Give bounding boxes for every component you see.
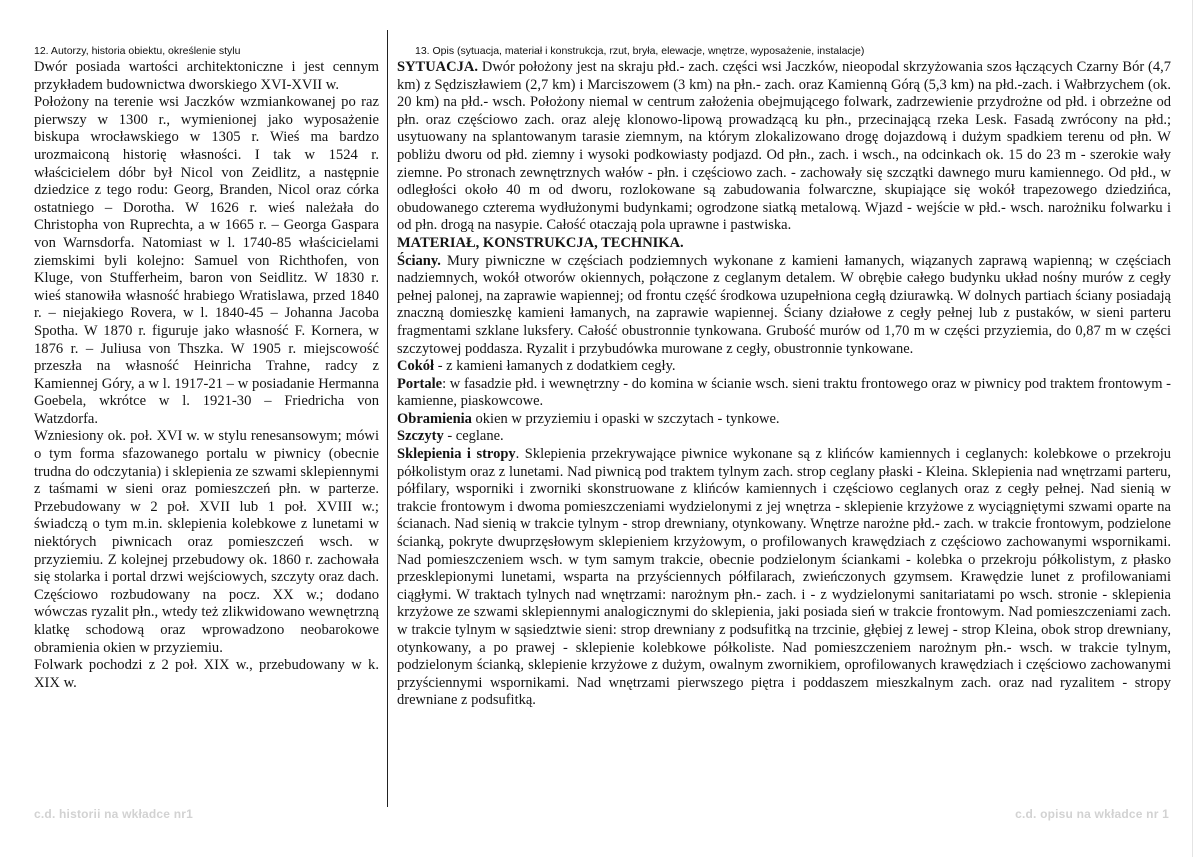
scan-edge-line	[1192, 0, 1193, 857]
window-frames-text: okien w przyziemiu i opaski w szczytach - tynkowe.	[471, 410, 780, 427]
material-lead: MATERIAŁ, KONSTRUKCJA, TECHNIKA.	[397, 234, 684, 251]
gables-text: - ceglane.	[443, 428, 504, 445]
window-frames-lead: Obramienia	[397, 410, 472, 427]
history-paragraph-3: Wzniesiony ok. poł. XVI w. w stylu renesansowym; mówi o tym forma sfazowanego portalu w piwnicy (obecnie trudna do odczytania) i sklepienia ze szwami sklepiennymi z taśmami w sieni oraz pomieszczeń płn. w parterze. Przebudowany w 2 poł. XVII lub 1 poł. XVIII w.; świadczą o tym m.in. sklepienia kolebkowe z lunetami w niektórych piwnicach oraz pomieszczeń wsch. w przyziemiu. Z kolejnej przebudowy ok. 1860 r. zachowała się stolarka i portal drzwi wejściowych, szczyty oraz dach. Częściowo rozbudowany na pocz. XX w.; dodano wówczas ryzalit płn., wtedy też zlikwidowano wewnętrzną klatkę schodową oraz wprowadzono neobarokowe obramienia okien w przyziemiu.	[34, 428, 379, 656]
history-continuation-note: c.d. historii na wkładce nr1	[34, 807, 193, 821]
section-12-heading: 12. Autorzy, historia obiektu, określenie stylu	[34, 45, 241, 57]
situation-lead: SYTUACJA.	[397, 59, 478, 75]
history-paragraph-2: Położony na terenie wsi Jaczków wzmiankowanej po raz pierwszy w 1300 r., wymienionej jako wyposażenie biskupa wrocławskiego w 1305 r. Wieś ma bardzo urozmaiconą historię własności. I tak w 1524 r. właścicielem dóbr był Nicol von Zeidlitz, a następnie dziedzice z tego rodu: Georg, Branden, Nicol oraz córka ostatniego – Dorotha. W 1626 r. wieś należała do Christopha von Ruprechta, a w 1665 r. – Georga Gaspara von Warnsdorfa. Natomiast w l. 1740-85 właścicielami ziemskimi byli kolejno: Samuel von Richthofen, von Kluge, von Stufferheim, baron von Seidlitz. W 1830 r. wieś stanowiła własność hrabiego Wratislawa, przed 1840 r. – niejakiego Rovera, w l. 1840-45 – Johanna Jacoba Spotha. W 1870 r. figuruje jako własność F. Kornera, w 1876 r. – Juliusa von Thszka. W 1905 r. miejscowość przeszła na własność Heinricha Trahne, radcy z Kamiennej Góry, a w l. 1917-21 – w posiadanie Hermanna Goebela, wkrótce w l. 1921-30 – Friedricha von Watzdorfa.	[34, 94, 379, 427]
vaults-lead: Sklepienia i stropy	[397, 446, 516, 463]
walls-paragraph	[397, 253, 1171, 359]
history-column	[34, 44, 379, 692]
plinth-text: - z kamieni łamanych z dodatkiem cegły.	[434, 358, 676, 375]
vaults-text: . Sklepienia przekrywające piwnice wykonane są z klińców kamiennych i ceglanych: kolebkowe o przekroju półkolistym oraz z lunetami. Nad piwnicą pod traktem tylnym zach. strop ceglany płaski - Kleina. Sklepienia nad wnętrzami parteru, półfilary, wsporniki i zworniki skonstruowane z klińców kamiennych i częściowo ceglanych oraz z cegły pełnej. Nad sienią w trakcie frontowym i dwoma pomieszczeniami wydzielonymi z jej wnętrza - sklepienie krzyżowe z wyciągniętymi szwami oparte na ścianach. Nad sienią w trakcie tylnym - strop drewniany, otynkowany. Wnętrze narożne płd.- zach. w trakcie frontowym, podzielone ścianką, pokryte dwuprzęsłowym sklepieniem krzyżowym, o profilowanych krawędziach z częściowo zachowanymi wspornikami. Nad pomieszczeniem wsch. w tym samym trakcie, obecnie podzielonym ściankami - kolebka o przekroju półkolistym, z płasko przesklepionymi lunetami, wsparta na przyściennych półfilarach, zwieńczonych gzymsem. Krawędzie lunet z profilowaniami ciągłymi. W traktach tylnych nad wnętrzami: narożnym płn.- zach. i - z wydzielonymi sanitariatami po wsch. stronie - sklepienia krzyżowe ze szwami sklepiennymi analogicznymi do sklepienia, jaki posiada sień w trakcie frontowym. Nad pomieszczeniami zach. w trakcie tylnym w sąsiedztwie sieni: strop drewniany z podsufitką na trzcinie, głębiej z lewej - strop Kleina, obok strop drewniany, otynkowany, a po prawej - sklepienie kolebkowe półkoliste. Nad pomieszczeniem narożnym płn.- wsch. w trakcie tylnym, podzielonym ścianką, sklepienie krzyżowe z dużym, owalnym zwornikiem, oprofilowanych krawędziach i częściowo zachowanymi przyściennymi wspornikami. Nad wnętrzami pierwszego piętra i poddaszem mieszkalnym zach. oraz nad ryzalitem - stropy drewniane z podsufitką.	[397, 446, 1172, 709]
portals-text: : w fasadzie płd. i wewnętrzny - do komina w ścianie wsch. sieni traktu frontowego oraz w piwnicy pod traktem frontowym - kamienne, piaskowcowe.	[397, 375, 1171, 410]
plinth-paragraph	[397, 358, 1171, 376]
material-heading	[397, 235, 1171, 253]
history-paragraph-4: Folwark pochodzi z 2 poł. XIX w., przebudowany w k. XIX w.	[34, 657, 379, 691]
gables-paragraph	[397, 428, 1171, 446]
walls-text: Mury piwniczne w częściach podziemnych wykonane z kamieni łamanych, wiązanych zaprawą wapienną; w częściach nadziemnych, wokół otworów okiennych, połączone z ceglanym detalem. W obrębie całego budynku układ nośny murów z cegły pełnej palonej, na zaprawie wapiennej; od frontu część środkowa uzupełniona cegłą dziurawką. W dolnych partiach ściany posiadają znaczną domieszkę kamieni łamanych, na zaprawie wapiennej. Ściany działowe z cegły pełnej lub z pustaków, w sieni parteru fragmentami szklane luksfery. Całość obustronnie tynkowana. Grubość murów od 1,70 m w części przyziemia, do 0,87 m w części szczytowej poddasza. Ryzalit i przybudówka murowane z cegły, obustronnie tynkowane.	[397, 252, 1171, 357]
walls-lead: Ściany.	[397, 252, 441, 269]
portals-paragraph	[397, 376, 1171, 411]
section-13-heading: 13. Opis (sytuacja, materiał i konstrukcja, rzut, bryła, elewacje, wnętrze, wyposażenie, instalacje)	[415, 45, 865, 57]
column-divider	[387, 30, 388, 807]
plinth-lead: Cokół	[397, 358, 435, 375]
description-column	[397, 44, 1171, 710]
vaults-paragraph	[397, 446, 1171, 710]
history-paragraph-1: Dwór posiada wartości architektoniczne i jest cennym przykładem budownictwa dworskiego XVI-XVII w.	[34, 59, 379, 93]
situation-paragraph	[397, 59, 1171, 235]
portals-lead: Portale	[397, 375, 443, 392]
situation-text: Dwór położony jest na skraju płd.- zach. części wsi Jaczków, nieopodal skrzyżowania szos łączących Czarny Bór (4,7 km) z Sędziszławiem (2,7 km) i Marciszowem (3 km) na płn.- zach. oraz Kamienną Górą (5,3 km) na płd.-zach. i Wałbrzychem (ok. 20 km) na płd.- wsch. Położony niemal w centrum założenia obejmującego folwark, zadrzewienie przydrożne od płd. i obrzeżne od płn. oraz częściowo zach. oraz aleję klonowo-lipową prowadzącą ku płn., przecinającą rzeka Lesk. Fasadą zwrócony na płd.; usytuowany na splantowanym tarasie ziemnym, na którym zlokalizowano drogę dojazdową i dużym spadkiem terenu od płn. W pobliżu dworu od płd. ziemny i wysoki podkowiasty podjazd. Od płn., zach. i wsch., na odcinkach ok. 15 do 23 m - szerokie wały ziemne. Po stronach zewnętrznych wałów - płn. i częściowo zach. - zachowały się szczątki dawnego muru kamiennego. Od płd., w odległości około 40 m od dworu, rozlokowane są zabudowania folwarczne, skupiające się wokół trapezowego dziedzińca, obudowanego czterema wydłużonymi budynkami; ogrodzone siatką metalową. Wjazd - wejście w płd.- wsch. narożniku folwarku i od płn. drogą na nasypie. Całość otaczają pola uprawne i pastwiska.	[397, 59, 1171, 234]
window-frames-paragraph	[397, 411, 1171, 429]
description-continuation-note: c.d. opisu na wkładce nr 1	[1015, 807, 1169, 821]
gables-lead: Szczyty	[397, 428, 444, 445]
